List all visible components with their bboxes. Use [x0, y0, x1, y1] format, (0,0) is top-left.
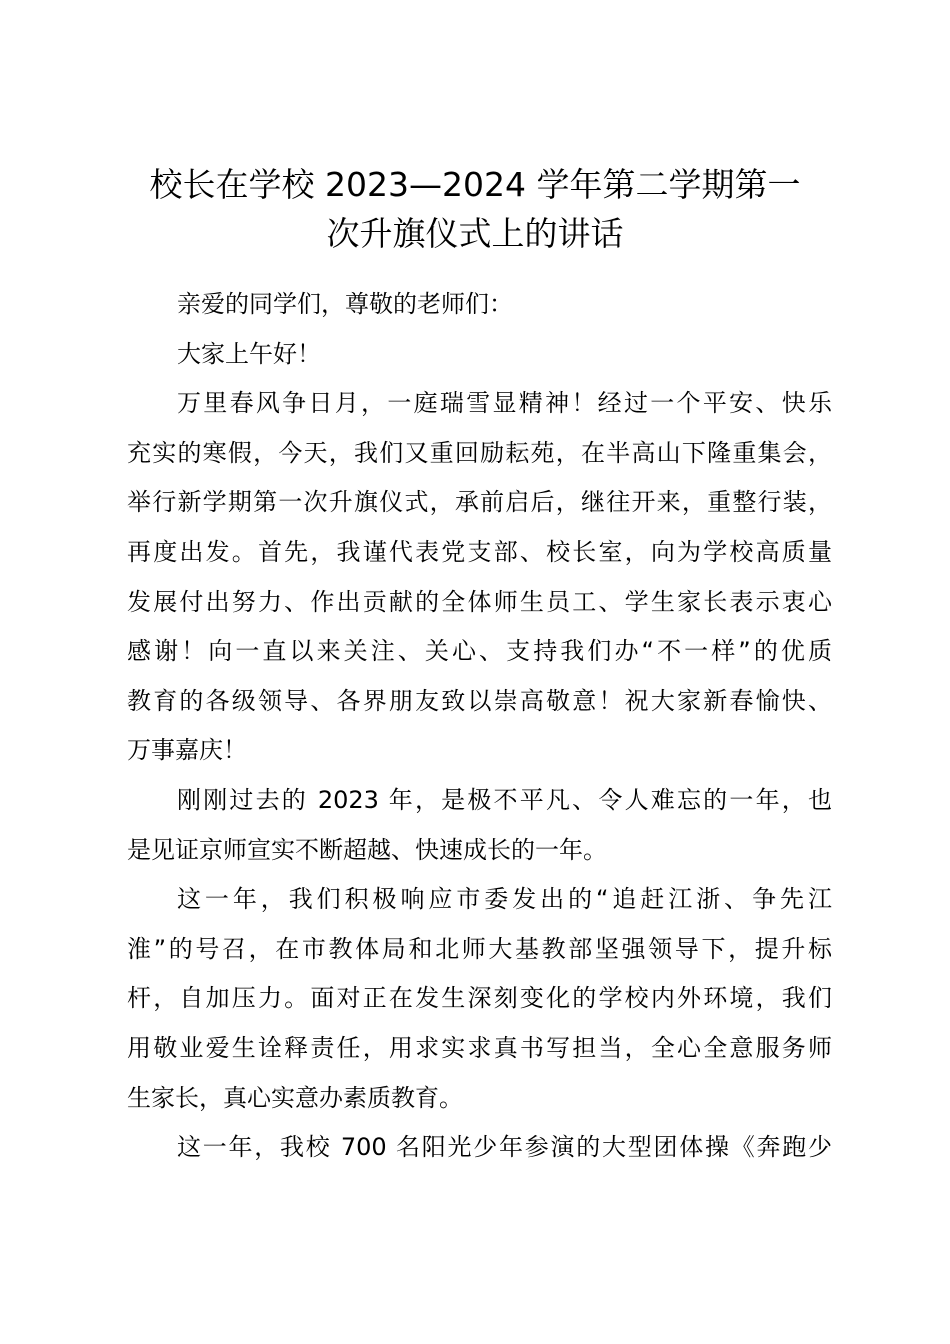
greeting-paragraph [127, 330, 832, 380]
body-paragraph [127, 379, 832, 776]
document-title [110, 160, 840, 258]
text-line: 万事嘉庆！ [127, 736, 247, 765]
body-paragraph [127, 1123, 832, 1173]
document-body [127, 280, 832, 1173]
text-line: 再度出发。首先，我谨代表党支部、校长室，向为学校高质量 [127, 537, 832, 566]
text-line: 刚刚过去的 2023 年，是极不平凡、令人难忘的一年，也 [177, 785, 832, 814]
text-line: 杆，自加压力。面对正在发生深刻变化的学校内外环境，我们 [127, 984, 832, 1013]
text-line: 万里春风争日月，一庭瑞雪显精神！经过一个平安、快乐 [177, 389, 832, 418]
text-line: 发展付出努力、作出贡献的全体师生员工、学生家长表示衷心 [127, 587, 832, 616]
salutation-paragraph [127, 280, 832, 330]
text-line: 充实的寒假，今天，我们又重回励耘苑，在半高山下隆重集会， [127, 438, 832, 467]
text-line: 这一年，我校 700 名阳光少年参演的大型团体操《奔跑少 [177, 1133, 832, 1162]
body-paragraph [127, 875, 832, 1123]
text-line: 是见证京师宣实不断超越、快速成长的一年。 [127, 835, 607, 864]
text-line: 生家长，真心实意办素质教育。 [127, 1083, 463, 1112]
text-line: 感谢！向一直以来关注、关心、支持我们办“不一样”的优质 [127, 637, 832, 666]
text-line: 举行新学期第一次升旗仪式，承前启后，继往开来，重整行装， [127, 488, 832, 517]
text-line: 淮”的号召，在市教体局和北师大基教部坚强领导下，提升标 [127, 934, 832, 963]
title-line: 校长在学校 2023—2024 学年第二学期第一 [149, 165, 801, 204]
text-line: 用敬业爱生诠释责任，用求实求真书写担当，全心全意服务师 [127, 1033, 832, 1062]
title-line: 次升旗仪式上的讲话 [326, 214, 624, 253]
text-line: 亲爱的同学们，尊敬的老师们： [177, 290, 513, 318]
text-line: 大家上午好！ [177, 339, 321, 368]
text-line: 这一年，我们积极响应市委发出的“追赶江浙、争先江 [177, 885, 832, 914]
body-paragraph [127, 776, 832, 875]
text-line: 教育的各级领导、各界朋友致以崇高敬意！祝大家新春愉快、 [127, 686, 832, 715]
